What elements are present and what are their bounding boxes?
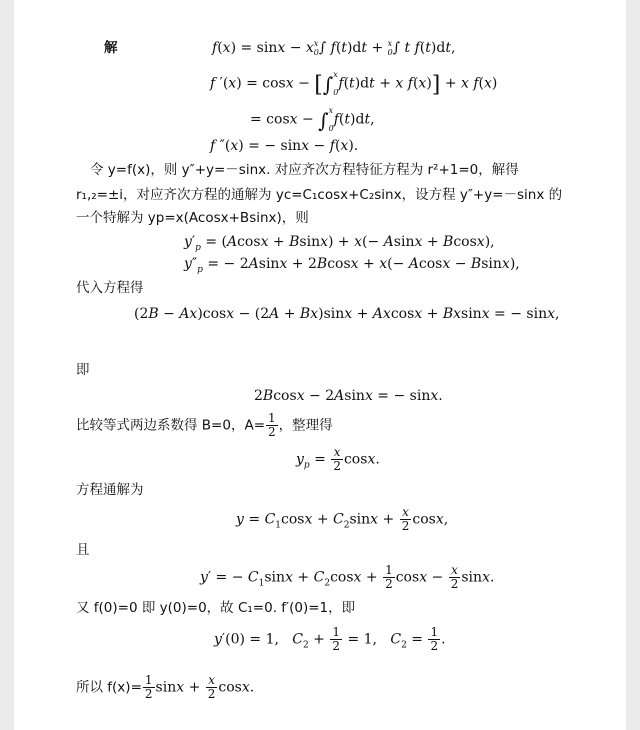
initial-condition-line: 又 f(0)=0 即 y(0)=0，故 C₁=0. f′(0)=1，即 <box>76 600 356 616</box>
equation-substituted: (2B − Ax)cosx − (2A + Bx)sinx + Axcosx + Bxsinx = − sinx, <box>134 306 560 322</box>
compare-text: 比较等式两边系数得 B=0，A= <box>76 417 265 434</box>
intro-line-2: r₁,₂=±i，对应齐次方程的通解为 yc=C₁cosx+C₂sinx，设方程 y″+y=－sinx 的 <box>76 187 563 203</box>
equation-y-prime: y′ = − $C_1\sin x + C_2\cos x$ + $\frac{1}{2}$ cosx − $\frac{x}{2}$ sinx. <box>200 563 495 591</box>
equation-f-prime: f ′(x) = cosx − [∫x 0f(t)dt + x f(x)] + x f(x) <box>210 70 498 98</box>
equation-general-solution: $y = C_1\cos x + C_2\sin x$ + $\frac{x}{2}$ cosx, <box>236 505 449 533</box>
equation-yp-prime: $y'_p = (Acosx + Bsinx) + x(- Asinx + Bcosx)$, <box>184 234 495 253</box>
solution-label: 解 <box>104 40 118 56</box>
equation-f: f(x) = sinx − xx 0∫ f(t)dt + x 0∫ t f(t)dt, <box>212 39 456 57</box>
equation-f-double-prime: f ″(x) = − sinx − f(x). <box>210 138 359 154</box>
and-label: 且 <box>76 542 90 558</box>
equation-yp-double-prime: $y''_p$ = − 2Asinx + 2Bcosx + x(− Acosx − Bsinx), <box>184 256 520 275</box>
ji-label: 即 <box>76 362 90 378</box>
compare-line: 比较等式两边系数得 B=0，A= $\frac{1}{2}$ ，整理得 <box>76 411 333 439</box>
equation-f-prime-simplified: = cosx − ∫x 0f(t)dt, <box>250 106 375 133</box>
general-solution-label: 方程通解为 <box>76 482 144 498</box>
intro-line-3: 一个特解为 yp=x(Acosx+Bsinx)，则 <box>76 210 309 226</box>
compare-tail: ，整理得 <box>278 417 333 434</box>
intro-line-1: 令 y=f(x)，则 y″+y=－sinx. 对应齐次方程特征方程为 r²+1=0，解得 <box>90 162 519 178</box>
equation-yp: $y_p$ = $\frac{x}{2}$ cosx. <box>296 445 380 473</box>
conclusion-label: 所以 f(x)= <box>76 679 142 696</box>
conclusion-line: 所以 f(x)= $\frac{1}{2}$ sinx + $\frac{x}{2}$ cosx. <box>76 673 255 701</box>
solution-page <box>14 0 626 730</box>
equation-initial-values: y′(0) = 1, $C_2$ + $\frac{1}{2}$ = 1, $C_2$ = $\frac{1}{2}$ . <box>214 625 446 653</box>
equation-reduced: 2Bcosx − 2Asinx = − sinx. <box>254 388 443 404</box>
substitute-label: 代入方程得 <box>76 280 144 296</box>
